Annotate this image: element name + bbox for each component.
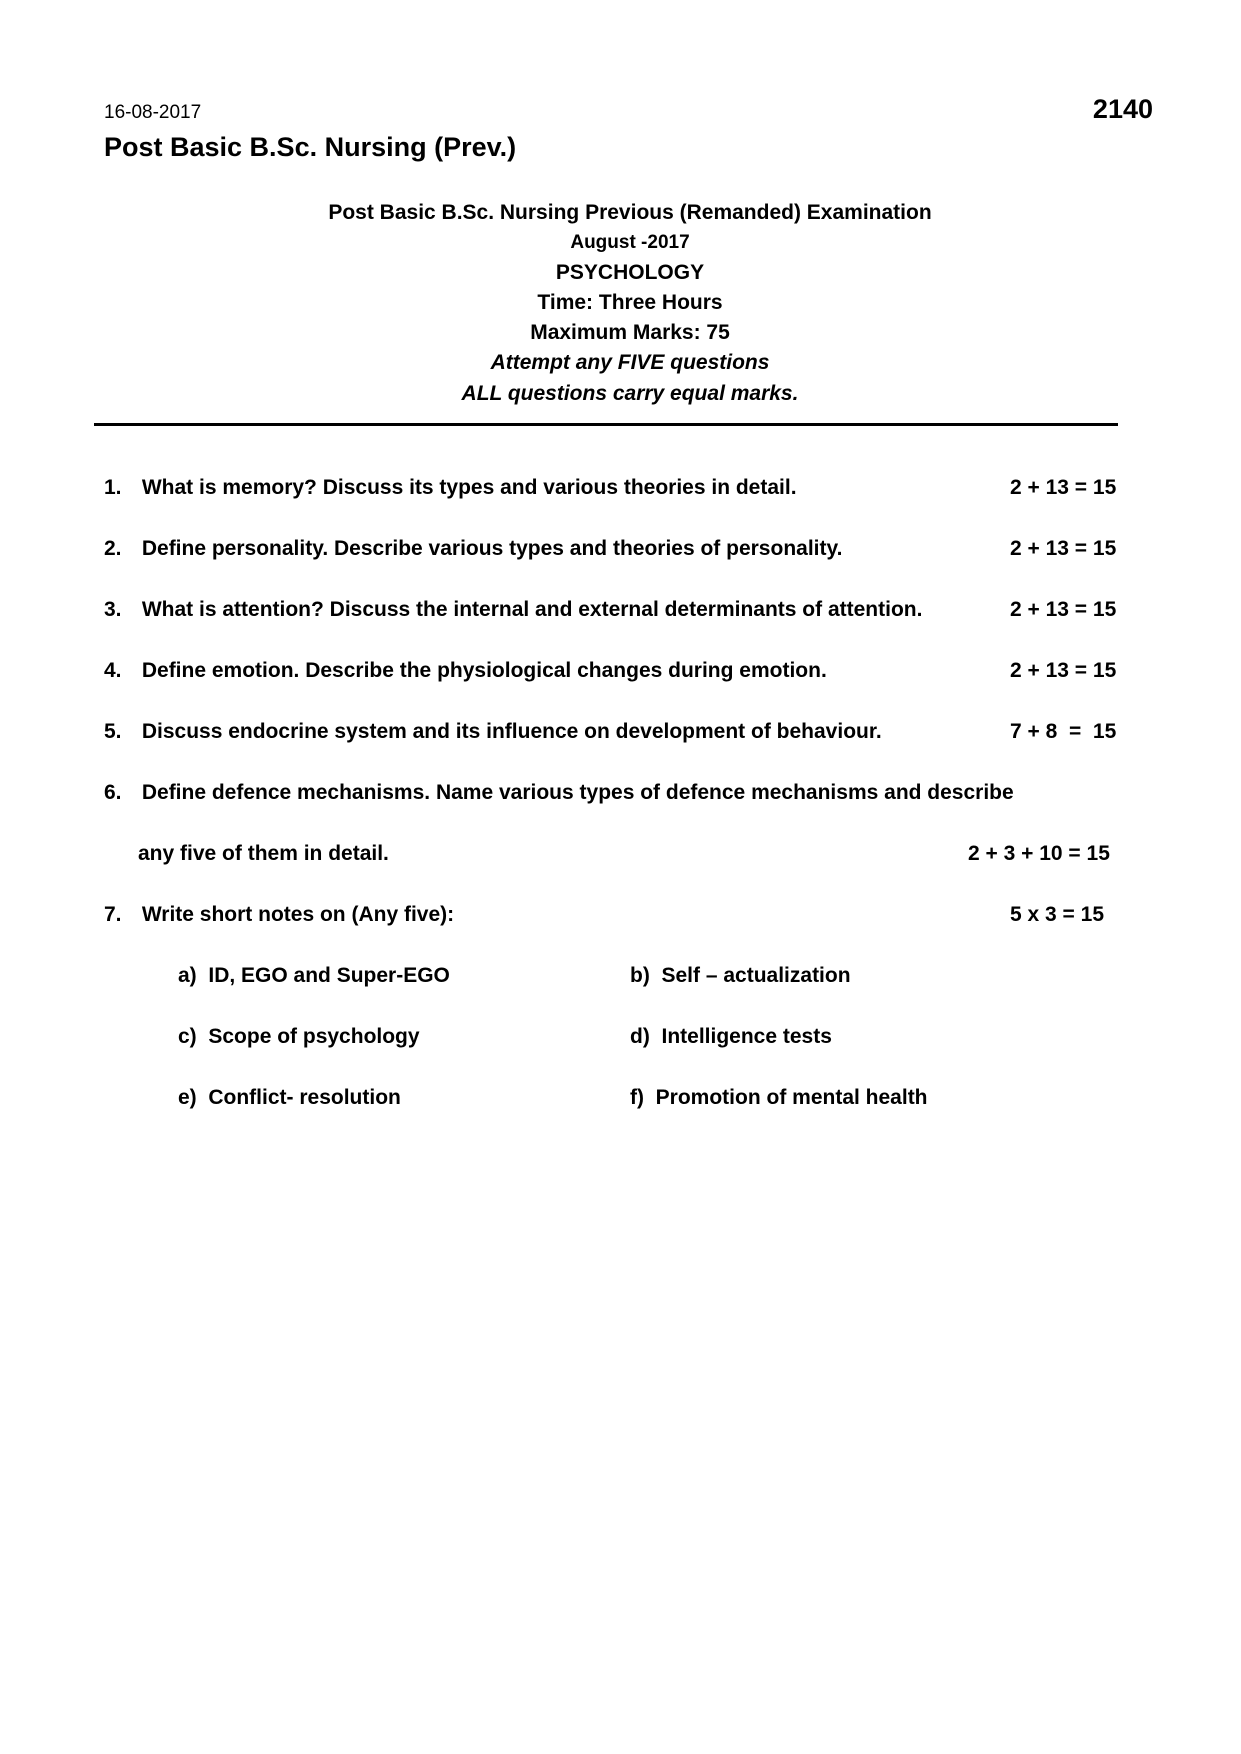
exam-name: Post Basic B.Sc. Nursing Previous (Remanded) Examination [328,201,932,224]
question-text: Write short notes on (Any five): [141,903,455,926]
question-text: Define defence mechanisms. Name various types of defence mechanisms and describe [141,781,1014,804]
short-note-text: Conflict- resolution [208,1086,401,1109]
question-3 [104,598,922,622]
question-number: 5. [104,720,122,743]
question-number: 7. [104,903,122,926]
question-2-marks: 2 + 13 = 15 [1010,537,1117,560]
short-note-a [178,964,450,988]
subject-title: PSYCHOLOGY [555,261,705,284]
question-text: Define personality. Describe various types and theories of personality. [141,537,843,560]
short-note-text: Intelligence tests [661,1025,832,1048]
exam-session: August -2017 [570,232,690,253]
header-divider [94,423,1118,426]
question-number: 6. [104,781,122,804]
short-note-text: ID, EGO and Super-EGO [208,964,450,987]
question-1-marks: 2 + 13 = 15 [1010,476,1117,499]
short-note-text: Self – actualization [661,964,851,987]
question-1 [104,476,797,500]
short-note-label: e) [178,1086,197,1109]
question-number: 3. [104,598,122,621]
question-6-continuation: any five of them in detail. [138,842,389,865]
exam-time: Time: Three Hours [537,291,723,314]
question-4 [104,659,827,683]
question-4-marks: 2 + 13 = 15 [1010,659,1117,682]
question-5-marks: 7 + 8 = 15 [1010,720,1117,743]
question-text: What is attention? Discuss the internal and external determinants of attention. [141,598,923,621]
exam-date: 16-08-2017 [104,102,202,123]
question-7-marks: 5 x 3 = 15 [1010,903,1104,926]
paper-code: 2140 [1092,94,1153,124]
short-note-label: c) [178,1025,197,1048]
short-note-e [178,1086,401,1110]
question-number: 2. [104,537,122,560]
short-note-d [630,1025,832,1049]
short-note-text: Promotion of mental health [655,1086,928,1109]
short-note-b [630,964,851,988]
question-text: What is memory? Discuss its types and various theories in detail. [141,476,797,499]
question-7 [104,903,454,927]
max-marks: Maximum Marks: 75 [530,321,730,344]
question-5 [104,720,882,744]
question-6-marks: 2 + 3 + 10 = 15 [968,842,1110,865]
short-note-c [178,1025,420,1049]
question-text: Define emotion. Describe the physiological changes during emotion. [141,659,827,682]
short-note-text: Scope of psychology [208,1025,420,1048]
question-6 [104,781,1014,805]
question-number: 1. [104,476,122,499]
question-text: Discuss endocrine system and its influence on development of behaviour. [141,720,882,743]
short-note-label: a) [178,964,197,987]
course-title: Post Basic B.Sc. Nursing (Prev.) [104,132,517,162]
question-3-marks: 2 + 13 = 15 [1010,598,1117,621]
question-number: 4. [104,659,122,682]
short-note-label: f) [630,1086,644,1109]
short-note-f [630,1086,928,1110]
instruction-equal-marks: ALL questions carry equal marks. [461,382,799,405]
short-note-label: b) [630,964,650,987]
instruction-attempt: Attempt any FIVE questions [490,351,770,374]
short-note-label: d) [630,1025,650,1048]
question-2 [104,537,842,561]
